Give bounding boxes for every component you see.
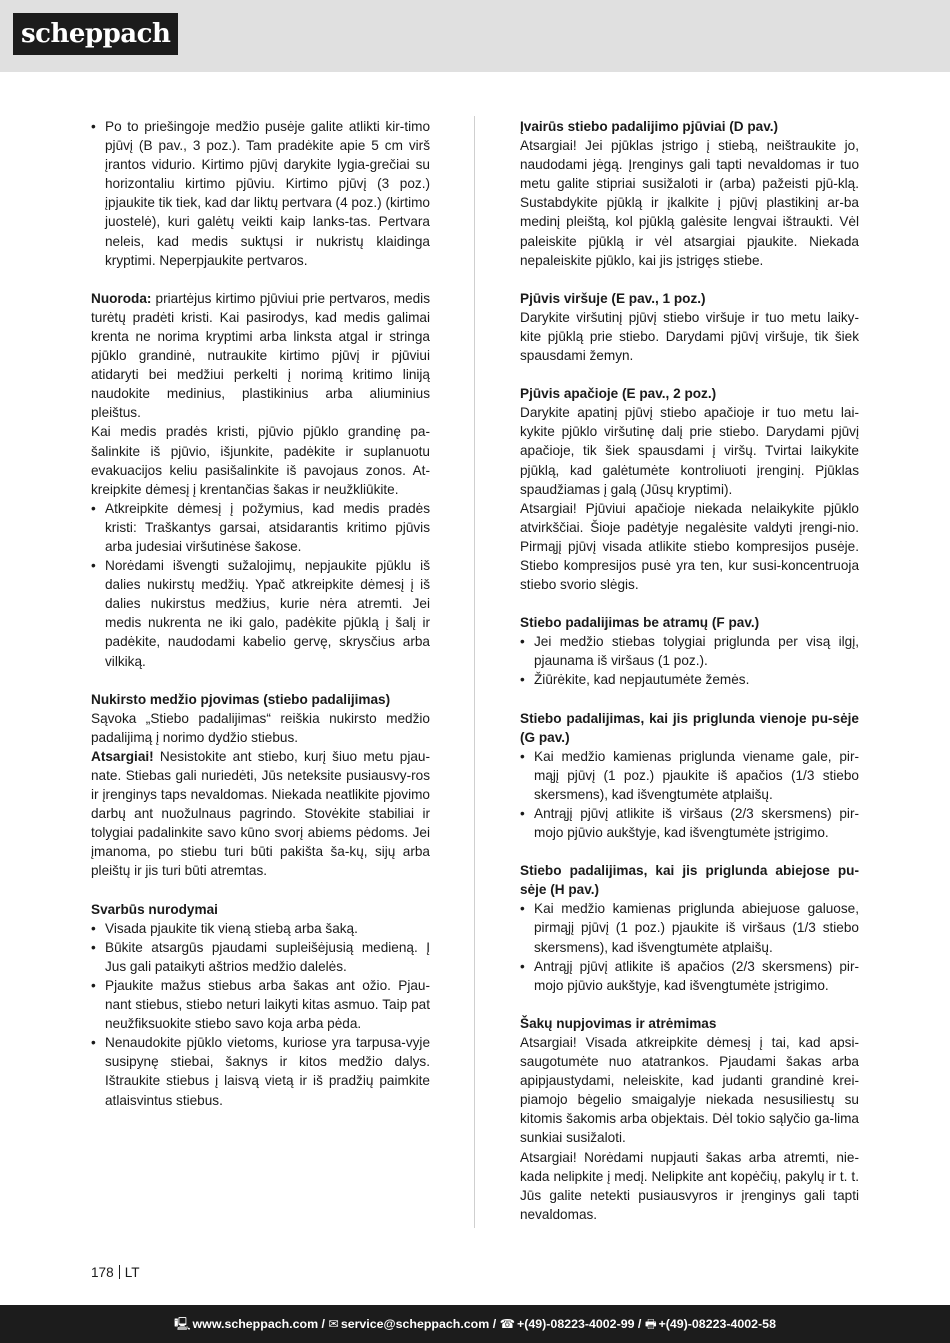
section-heading: Įvairūs stiebo padalijimo pjūviai (D pav.) [520,119,779,134]
footer-separator [119,1265,120,1279]
list-item: • Kai medžio kamienas priglunda viename gale, pir-mąjį pjūvį (1 poz.) pjaukite iš apačios (1/3 stiebo skersmens), kad išvengtumėte atplaišų. [520,747,859,804]
column-divider [474,116,475,1228]
contact-separator: / [318,1317,329,1331]
paragraph: Atsargiai! Visada atkreipkite dėmesį į tai, kad apsi-saugotumėte nuo atatrankos. Pjaudami šakas arba apipjaustydami, neleiskite, kad judanti grandinė krei-piamojo bėgelio smaigalyje niekada nesusiliestų su kitomis šakomis arba objektais. Dėl tokio sąlyčio ga-lima sunkiai susižaloti. [520,1034,859,1146]
section-heading: Šakų nupjovimas ir atrėmimas [520,1015,717,1031]
contact-bar [0,1305,950,1343]
list-item: • Atkreipkite dėmesį į požymius, kad medis pradės kristi: Traškantys garsai, atsidarantis kritimo pjūvis arba judesiai viršutinėse šakose. [91,499,430,556]
note-text: priartėjus kirtimo pjūviui prie pertvaros, medis turėtų pradėti kristi. Kai pasirodys, kad medis galimai krenta ne norima kryptimi arba linksta atgal ir stringa pjūklo grandinė, nutraukite kirtimo pjūvį ir pjūviui atidaryti bei medžiui perkelti į norimą kritimo liniją naudokite medinius, plastikinius arba aliuminius pleištus. [91,290,430,421]
computer-icon: 🖳 [174,1317,191,1331]
list-item: • Po to priešingoje medžio pusėje galite atlikti kir-timo pjūvį (B pav., 3 poz.). Tam pradėkite apie 5 cm virš įrantos vidurio. Kirtimo pjūvį darykite lygia-grečiai su horizontaliu kirtimo pjūviu. Kirtimo pjūvį (3 poz.) įpjaukite tik tiek, kad dar liktų pertvara (4 poz.) (kirtimo juostelė), kuri galėtų veikti kaip lanks-tas. Pertvara neleis, kad medis suktųsi ir nukristų klaidinga kryptimi. Neperpjaukite pertvaros. [91,117,430,270]
section-heading: Pjūvis viršuje (E pav., 1 poz.) [520,290,706,306]
list-item: • Nenaudokite pjūklo vietoms, kuriose yra tarpusa-vyje susipynę stiebai, šaknys ir kitos medžio dalys. Ištraukite stiebus į laisvą vietą ir iš pradžių paimkite atlaisvintus stiebus. [91,1033,430,1109]
paragraph: Sąvoka „Stiebo padalijimas“ reiškia nukirsto medžio padalijimą į norimo dydžio stiebus. [91,710,430,745]
list-item: • Norėdami išvengti sužalojimų, nepjaukite pjūklu iš dalies nukirstų medžių. Ypač atkreipkite dėmesį į iš dalies nukirstus medžius, kurie nėra atremti. Jei medis nukrenta ne iki galo, padėkite pjūklą į šalį ir padėkite, naudodami kabelio gervę, skrysčius arba vilkiką. [91,556,430,671]
bullet-list [520,747,859,842]
list-item: • Būkite atsargūs pjaudami supleišėjusią medieną. Į Jus gali pataikyti aštrios medžio dalelės. [91,938,430,976]
section-heading: Nukirsto medžio pjovimas (stiebo padalijimas) [91,691,391,707]
bullet-list [91,499,430,671]
note-paragraph [91,289,430,423]
fax-number: +(49)-08223-4002-58 [658,1317,776,1331]
warning-paragraph [91,747,430,881]
list-item: • Visada pjaukite tik vieną stiebą arba šaką. [91,919,430,938]
section-heading: Pjūvis apačioje (E pav., 2 poz.) [520,386,717,402]
left-column [91,117,430,1110]
section-heading: Stiebo padalijimas be atramų (F pav.) [520,615,760,631]
list-item: • Kai medžio kamienas priglunda abiejuose galuose, pirmąjį pjūvį (1 poz.) pjaukite iš viršaus (1/3 stiebo skersmens), kad išvengtumėte atplaišų. [520,899,859,956]
fax-icon: 🖶 [644,1317,657,1331]
phone-icon: ☎ [499,1317,516,1331]
section-heading: Svarbūs nurodymai [91,901,218,917]
paragraph: Atsargiai! Jei pjūklas įstrigo į stiebą, neištraukite jo, naudodami jėgą. Įrenginys gali tapti nevaldomas ir tuo metu galite stipriai susižaloti ir (arba) pažeisti pjū-klą. Sustabdykite pjūklą ir įkalkite į pjūvį plastikinį ar-ba medinį pleištą, kol pjūklą galėsite lengvai ištraukti. Vėl paleiskite pjūklą ir vėl atsargiai pjaukite. Niekada nepaleiskite pjūklo, kai jis įstrigęs stiebe. [520,138,859,268]
paragraph: Darykite viršutinį pjūvį stiebo viršuje ir tuo metu laiky-kite pjūklą prie stiebo. Darydami pjūvį viršuje, tik šiek spausdami žemyn. [520,309,859,364]
page-footer [91,1265,140,1280]
contact-separator: / [634,1317,645,1331]
contact-separator: / [489,1317,500,1331]
bullet-list [91,919,430,1110]
scheppach-logo: scheppach [13,13,178,55]
section-heading: Stiebo padalijimas, kai jis priglunda vienoje pu-sėje (G pav.) [520,710,859,745]
phone-number: +(49)-08223-4002-99 [517,1317,635,1331]
list-item: • Antrąjį pjūvį atlikite iš viršaus (2/3 skersmens) pir-mojo pjūvio aukštyje, kad išvengtumėte įstrigimo. [520,804,859,842]
bullet-list [520,632,859,689]
header-bar [0,0,950,72]
warning-text: Nesistokite ant stiebo, kurį šiuo metu pjau-nate. Stiebas gali nuriedėti, Jūs neteksite pusiausvy-ros ir įrenginys taps nevaldomas. Niekada neatlikite pjovimo darbų ant nuožulnaus pagrindo. Stovėkite stabiliai ir tolygiai padalinkite savo kūno svorį abiems pėdoms. Jei įmanoma, po stiebu turi būti pakišta ša-kų, sijų arba pleištų ir jis turi būti atremtas. [91,748,430,879]
list-item: • Antrąjį pjūvį atlikite iš apačios (2/3 skersmens) pir-mojo pjūvio aukštyje, kad išvengtumėte įstrigimo. [520,957,859,995]
paragraph: Darykite apatinį pjūvį stiebo apačioje ir tuo metu lai-kykite pjūklo viršutinę dalį prie stiebo. Darydami pjūvį apačioje, tik šiek spausdami į viršų. Tvirtai laikykite pjūklą, kad galėtumėte kontroliuoti įrenginį. Pjūklas spaudžiamas į galą (Jūsų kryptimi). [520,405,859,497]
paragraph: Atsargiai! Pjūviui apačioje niekada nelaikykite pjūklo atvirkščiai. Šioje padėtyje negalėsite valdyti įrengi-nio. Pirmąjį pjūvį visada atlikite stiebo kompresijos pusėje. Stiebo kompresijos pusė yra ten, kur susi-koncentruoja stiebo svorio slėgis. [520,500,859,593]
email-icon: ✉ [328,1317,339,1331]
email-link[interactable]: service@scheppach.com [340,1317,490,1331]
language-code: LT [124,1265,140,1280]
paragraph: Kai medis pradės kristi, pjūvio pjūklo grandinę pa-šalinkite iš pjūvio, išjunkite, padėkite ir suplanuotu evakuacijos keliu pasišalinkite iš pavojaus zonos. At-kreipkite dėmesį į krentančias šakas ir neužkliūkite. [91,424,430,497]
page-number: 178 [91,1265,114,1280]
paragraph: Atsargiai! Norėdami nupjauti šakas arba atremti, nie-kada nelipkite į medį. Nelipkite ant kopėčių, pakylų ir t. t. Jūs galite netekti pusiausvyros ir įrenginys gali tapti nevaldomas. [520,1149,859,1222]
bullet-list [520,899,859,994]
right-column [520,117,859,1224]
website-link[interactable]: www.scheppach.com [192,1317,319,1331]
note-label: Nuoroda: [91,290,152,306]
list-item: • Pjaukite mažus stiebus arba šakas ant ožio. Pjau-nant stiebus, stiebo neturi laikyti kitas asmuo. Taip pat neužfiksuokite stiebo savo koja arba pėda. [91,976,430,1033]
section-heading: Stiebo padalijimas, kai jis priglunda abiejose pu-sėje (H pav.) [520,863,859,898]
warning-label: Atsargiai! [91,748,154,764]
bullet-list [91,117,430,270]
list-item: • Jei medžio stiebas tolygiai priglunda per visą ilgį, pjaunama iš viršaus (1 poz.). [520,632,859,670]
list-item: • Žiūrėkite, kad nepjautumėte žemės. [520,670,859,689]
